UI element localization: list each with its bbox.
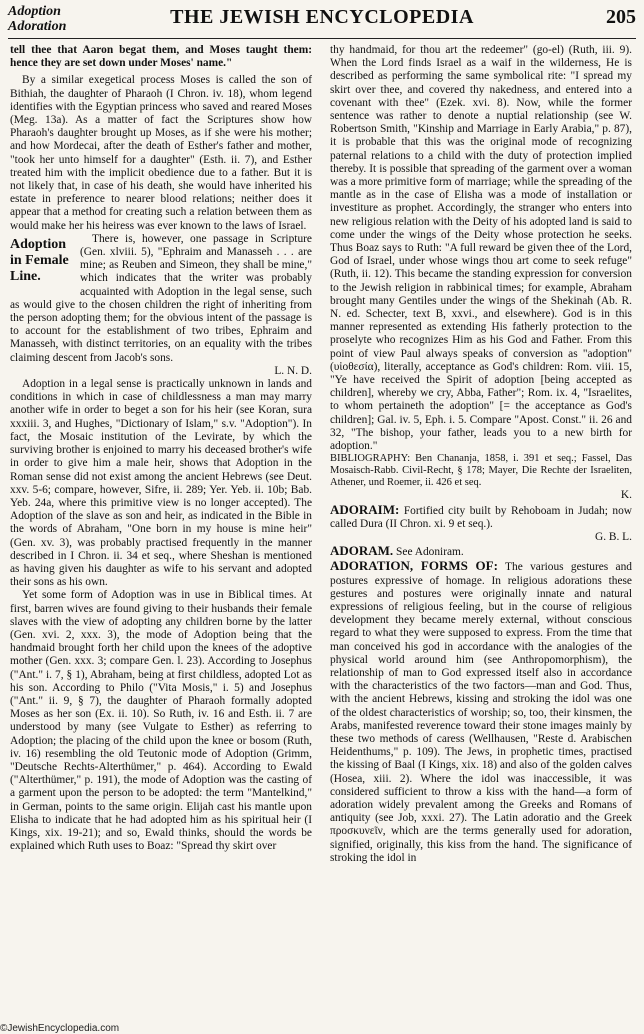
- paragraph-3: Adoption in a legal sense is practically unknown in lands and conditions in which in case of childlessness a man may marry another wife in order to beget a son for his heir (see Koran, sura xxxiii. 3, and Hughes, "Dictionary of Islam," s.v. "Adoption"). In fact, the Mosaic institution of the Levirate, by which the surviving brother is enjoined to marry his deceased brother's wife in order to give him a male heir, shows that Adoption in the Roman sense did not exist among the ancient Hebrews (see Deut. xxv. 5-6; compare, however, Sifre, ii. 289; Yer. Yeb. ii. 10b; Bab. Yeb. 24a, where this primitive view is no longer accepted). The Adoption of the slave as son and heir, as indicated in the Bible in the words of Abraham, "One born in my house is mine heir" (Gen. xv. 3), was probably practised frequently in the manner described in I Chron. ii. 34 et seq., where Sheshan is mentioned as having given his daughter as wife to his servant and adopted their sons as his own.: [10, 378, 312, 589]
- paragraph-2: There is, however, one passage in Scripture (Gen. xlviii. 5), "Ephraim and Manasseh . . . are mine; as Reuben and Simeon, they shall be mine," which indicates that the writer was probably acquainted with Adoption in the legal sense, such as would give to the chosen children the right of inheriting from the person adopting them; for the obvious intent of the passage is to account for the establishment of two tribes, Ephraim and Manasseh, with distinct territories, on an equality with the tribes claiming descent from Jacob's sons.: [10, 232, 312, 364]
- lead-quote: tell thee that Aaron begat them, and Moses taught them: hence they are set down under Moses' name.": [10, 44, 312, 70]
- page-header: [8, 2, 636, 42]
- entry-head-adoram: ADORAM.: [330, 543, 394, 559]
- paragraph-1: By a similar exegetical process Moses is called the son of Bithiah, the daughter of Pharaoh (I Chron. iv. 18), whom legend identifies with the Egyptian princess who saved and reared Moses (Meg. 13a). As a matter of fact the Scriptures show how Pharaoh's daughter brought up Moses, as if she were his mother; and how Mordecai, after the death of Esther's father and mother, "took her unto himself for a daughter" (Esth. ii. 7), and Esther treated him with the implicit obedience due to a father. But it is not likely that, in case of his death, she would have inherited his estate in preference to nearer blood relations; neither does it appear that a method for creating such a relation between them as would make her his heiress was ever known to the laws of Israel.: [10, 74, 312, 232]
- signature-lnd: L. N. D.: [274, 364, 312, 377]
- entry-adoram: [330, 544, 632, 559]
- bibliography: BIBLIOGRAPHY: Ben Chananja, 1858, i. 391 et seq.; Fassel, Das Mosaisch-Rabb. Civil-Recht, § 178; Mayer, Die Rechte der Israeliten, Athener, und Roemer, ii. 426 et seq.: [330, 453, 632, 489]
- left-column: [10, 44, 312, 1026]
- running-head: Adoption Adoration: [8, 4, 67, 34]
- paragraph-4: Yet some form of Adoption was in use in Biblical times. At first, barren wives are found giving to their husbands their female slaves with the view of adopting any children borne by the latter (Gen. xvi. 2, xxx. 3), the mode of Adoption being that the handmaid brought forth her child upon the knees of the adoptive mother (Gen. xxx. 3; compare Gen. l. 23). According to Josephus ("Ant." i. 7, § 1), Abraham, being at first childless, adopted Lot as his son. According to Philo ("Vita Mosis," i. 5) and Josephus ("Ant." ii. 9, § 7), the daughter of Pharaoh formally adopted Moses as her son (Ex. ii. 10). So Ruth, iv. 16 and Esth. ii. 7 are understood by many (see Vulgate to Esther) as referring to Adoption; the placing of the child upon the knee or bosom (Ruth, iv. 16) resembling the old Teutonic mode of Adoption (Grimm, "Deutsche Rechts-Alterthümer," p. 464). According to Ewald ("Alterthümer," p. 191), the mode of Adoption was the casting of a garment upon the person to be adopted: the term "Mantelkind," in German, points to the same origin. Elijah cast his mantle upon Elisha to indicate that he had adopted him as his spiritual heir (I Kings, xix. 19-21); and so, Ewald thinks, should the words be explained which Ruth uses to Boaz: "Spread thy skirt over: [10, 589, 312, 853]
- entry-text-adoration: The various gestures and postures expressive of homage. In religious adorations these gestures and postures were originally innate and natural expressions of religious feeling, but in the course of religious development they became merely external, without conscious regard to what they were supposed to express. From the time that man conceived his god in accordance with the analogies of the physical world around him (see Anthropomorphism), the relationship of man to God expressed itself also in accordance with the characteristics of the two factors—man and God. Thus, with the ancient Hebrews, kissing and stroking the idol was one of the oldest characteristics of worship; so, too, their kinsmen, the Arabs, manifested reverence toward their stone images mainly by these two methods of caress (Wellhausen, "Reste d. Arabischen Heidenthums," p. 109). The Jews, in prophetic times, practised the kissing of Baal (I Kings, xix. 18) and also of the golden calves (Hosea, xiii. 2). Where the idol was inaccessible, it was considered sufficient to throw a kiss with the hand—a form of adoration widely prevalent among the Greeks and Romans of antiquity (see Job, xxxi. 27). The Latin adoratio and the Greek προσκυνεῖν, which are the terms generally used for adoration, signified, originally, this kiss from the hand. The significance of stroking the idol in: [330, 561, 632, 864]
- entry-head-adoration: ADORATION, FORMS OF:: [330, 558, 498, 574]
- signature-gbl: G. B. L.: [594, 530, 632, 543]
- page-title: THE JEWISH ENCYCLOPEDIA: [170, 6, 474, 28]
- header-rule: [8, 38, 636, 39]
- right-column: [330, 44, 632, 1026]
- entry-text-adoraim: Fortified city built by Rehoboam in Judah; now called Dura (II Chron. xi. 9 et seq.).: [330, 504, 632, 530]
- entry-head-adoraim: ADORAIM:: [330, 501, 400, 517]
- signature-k: K.: [620, 489, 632, 502]
- watermark: ©JewishEncyclopedia.com: [0, 1023, 120, 1034]
- entry-adoraim: [330, 503, 632, 531]
- page-number: 205: [606, 6, 636, 28]
- paragraph-5: thy handmaid, for thou art the redeemer" (go-el) (Ruth, iii. 9). When the Lord finds Israel as a waif in the wilderness, He is described as performing the same symbolical rite: "I spread my skirt over thee, and covered thy nakedness, and entered into a covenant with thee" (Ezek. xvi. 8). Now, while the former sentence was rather to denote a nuptial relationship (see W. Robertson Smith, "Kinship and Marriage in Early Arabia," p. 87), it is probable that this was the original mode of recognizing paternal relations to a child with the duty of protection implied thereby. It is possible that spreading of the garment over a woman was a more primitive form of marriage; while the spreading of the mantle as in the case of Elisha was a mode of installation or investiture as prophet. Accordingly, the stranger who enters into new religious relation with the Deity of his adopted land is said to come under the wings of the Deity whose protection he seeks. Thus Boaz says to Ruth: "A full reward be given thee of the Lord, God of Israel, under whose wings thou art come to seek refuge" (Ruth, ii. 12). This became the standing expression for conversion to the Jewish religion in rabbinical times; for example, Abraham brought many Gentiles under the wings of the Shekinah (Ab. R. N. ed. Schecter, text B, xxvi., and elsewhere). God is in this manner represented as extending His fatherly protection to the proselyte who recognizes Him as his God and Father. From this point of view Paul always speaks of conversion as "adoption" (υἱοθεσία), literally, acceptance as God's children: Rom. viii. 15, "Ye have received the Spirit of adoption [being accepted as children], whereby we cry, Abba, Father"; Rom. ix. 4, "Israelites, to whom pertaineth the adoption" [= the acceptance as God's children]; Gal. iv. 5, Eph. i. 5. Compare "Apost. Const." ii. 26 and 32, "The bishop, your father, leads you to a new birth for adoption.": [330, 44, 632, 453]
- entry-adoration: [330, 559, 632, 865]
- entry-text-adoram: See Adoniram.: [396, 546, 464, 559]
- sidenote-adoption-female-line: Adoption in Female Line.: [10, 236, 69, 284]
